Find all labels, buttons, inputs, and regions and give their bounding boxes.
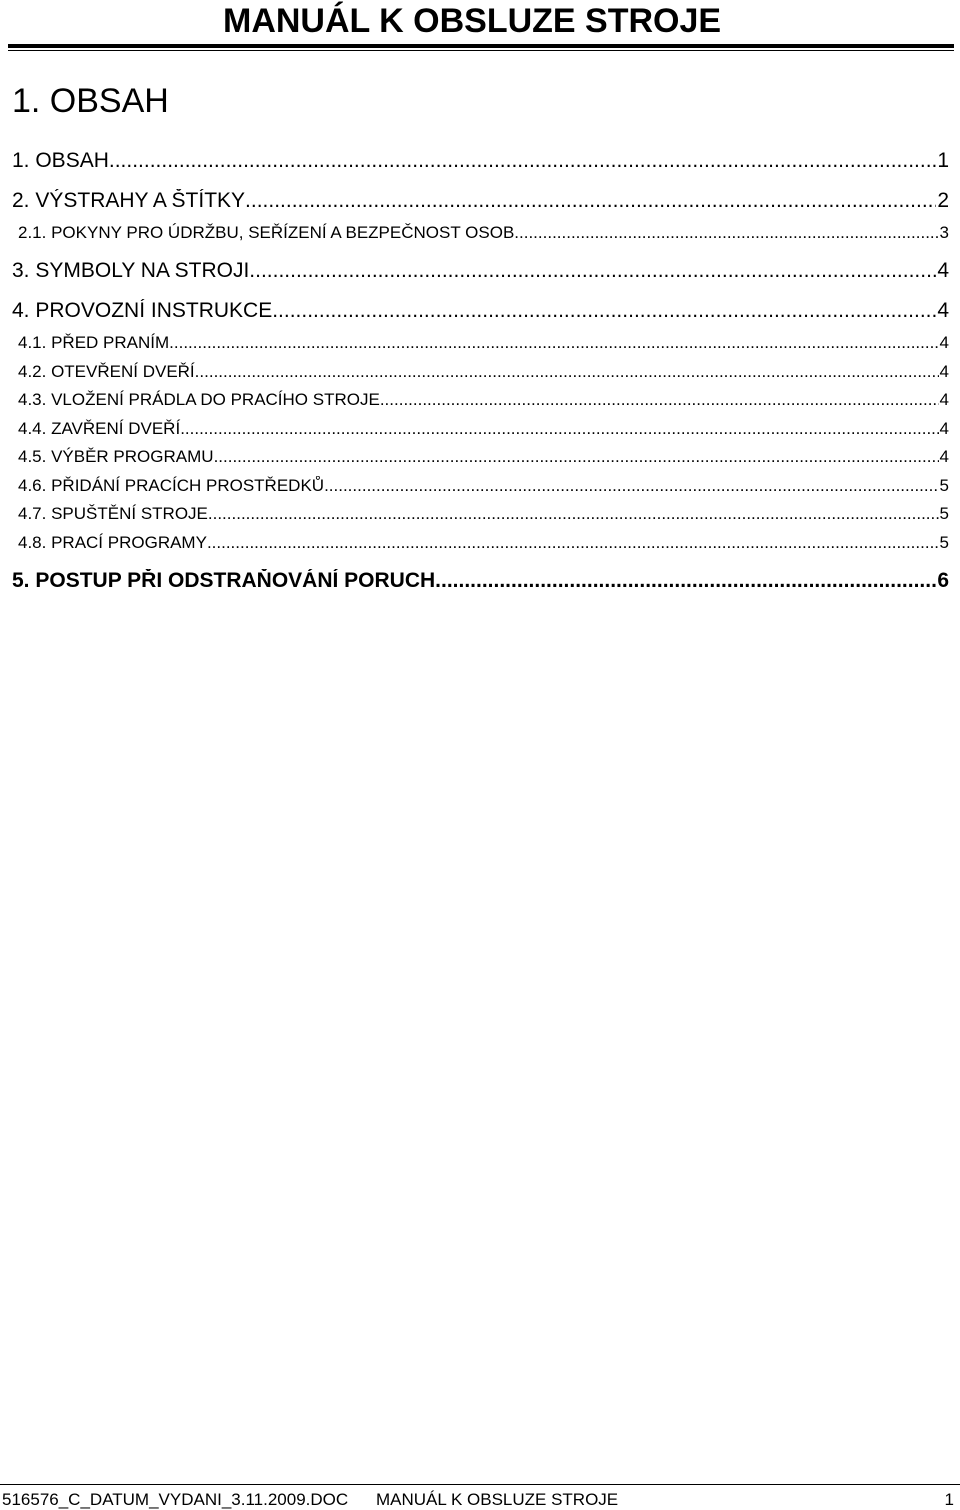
toc-entry[interactable] bbox=[18, 419, 949, 439]
toc-entry-page: 3 bbox=[939, 223, 949, 242]
toc-leader-dots bbox=[514, 223, 938, 243]
toc-entry[interactable] bbox=[18, 223, 949, 243]
toc-entry[interactable] bbox=[18, 533, 949, 553]
toc-entry-label: 2.1. POKYNY PRO ÚDRŽBU, SEŘÍZENÍ A BEZPEČNOST OSOB bbox=[18, 223, 515, 242]
toc-leader-dots bbox=[109, 149, 936, 173]
document-title: MANUÁL K OBSLUZE STROJE bbox=[223, 2, 722, 40]
toc-entry-label: 4.5. VÝBĚR PROGRAMU bbox=[18, 447, 214, 466]
toc-entry-label: 1. OBSAH bbox=[12, 149, 109, 172]
footer-manual-title: MANUÁL K OBSLUZE STROJE bbox=[376, 1490, 619, 1509]
toc-entry-page: 4 bbox=[939, 419, 949, 438]
toc-entry-page: 5 bbox=[939, 476, 949, 495]
footer-rule bbox=[0, 1484, 960, 1485]
toc-entry-label: 4.4. ZAVŘENÍ DVEŘÍ bbox=[18, 419, 181, 438]
toc-leader-dots bbox=[249, 259, 936, 283]
header-rule-thin bbox=[8, 50, 954, 51]
toc-entry[interactable] bbox=[12, 259, 949, 283]
toc-leader-dots bbox=[195, 362, 939, 382]
toc-entry-label: 4.2. OTEVŘENÍ DVEŘÍ bbox=[18, 362, 195, 381]
toc-leader-dots bbox=[380, 390, 939, 410]
toc-entry[interactable] bbox=[12, 569, 949, 593]
toc-leader-dots bbox=[207, 533, 939, 553]
toc-leader-dots bbox=[180, 419, 938, 439]
toc-entry[interactable] bbox=[18, 476, 949, 496]
toc-entry-page: 4 bbox=[937, 299, 949, 322]
footer-page-number: 1 bbox=[944, 1490, 954, 1509]
toc-leader-dots bbox=[324, 476, 938, 496]
toc-entry-label: 4. PROVOZNÍ INSTRUKCE bbox=[12, 299, 273, 322]
toc-entry-label: 4.7. SPUŠTĚNÍ STROJE bbox=[18, 504, 208, 523]
toc-entry-page: 4 bbox=[939, 362, 949, 381]
toc-entry-page: 5 bbox=[939, 504, 949, 523]
toc-entry-label: 4.6. PŘIDÁNÍ PRACÍCH PROSTŘEDKŮ bbox=[18, 476, 325, 495]
toc-entry[interactable] bbox=[12, 149, 949, 173]
toc-entry-page: 5 bbox=[939, 533, 949, 552]
footer-filename: 516576_C_DATUM_VYDANI_3.11.2009.DOC bbox=[2, 1490, 349, 1509]
toc-entry-page: 6 bbox=[937, 569, 949, 592]
toc-leader-dots bbox=[272, 299, 936, 323]
toc-entry[interactable] bbox=[12, 189, 949, 213]
toc-leader-dots bbox=[208, 504, 939, 524]
toc-entry[interactable] bbox=[12, 299, 949, 323]
page-footer bbox=[0, 1484, 960, 1508]
toc-entry-page: 4 bbox=[939, 390, 949, 409]
toc-entry-label: 3. SYMBOLY NA STROJI bbox=[12, 259, 250, 282]
toc-entry-label: 4.1. PŘED PRANÍM bbox=[18, 333, 170, 352]
page-header bbox=[0, 0, 960, 56]
toc-leader-dots bbox=[245, 189, 936, 213]
toc-entry-page: 2 bbox=[937, 189, 949, 212]
section-heading: 1. OBSAH bbox=[12, 82, 169, 120]
toc-entry-label: 2. VÝSTRAHY A ŠTÍTKY bbox=[12, 189, 246, 212]
toc-entry[interactable] bbox=[18, 504, 949, 524]
toc-entry-page: 1 bbox=[937, 149, 949, 172]
toc-entry-page: 4 bbox=[937, 259, 949, 282]
toc-entry[interactable] bbox=[18, 333, 949, 353]
toc-entry[interactable] bbox=[18, 390, 949, 410]
toc-entry[interactable] bbox=[18, 362, 949, 382]
header-rule-thick bbox=[8, 44, 954, 48]
toc-entry-label: 4.8. PRACÍ PROGRAMY bbox=[18, 533, 207, 552]
toc-entry-page: 4 bbox=[939, 333, 949, 352]
toc-entry[interactable] bbox=[18, 447, 949, 467]
toc-entry-label: 4.3. VLOŽENÍ PRÁDLA DO PRACÍHO STROJE bbox=[18, 390, 380, 409]
toc-leader-dots bbox=[435, 569, 936, 593]
toc-leader-dots bbox=[169, 333, 938, 353]
toc-entry-page: 4 bbox=[939, 447, 949, 466]
toc-leader-dots bbox=[214, 447, 939, 467]
toc-entry-label: 5. POSTUP PŘI ODSTRAŇOVÁNÍ PORUCH bbox=[12, 569, 436, 592]
